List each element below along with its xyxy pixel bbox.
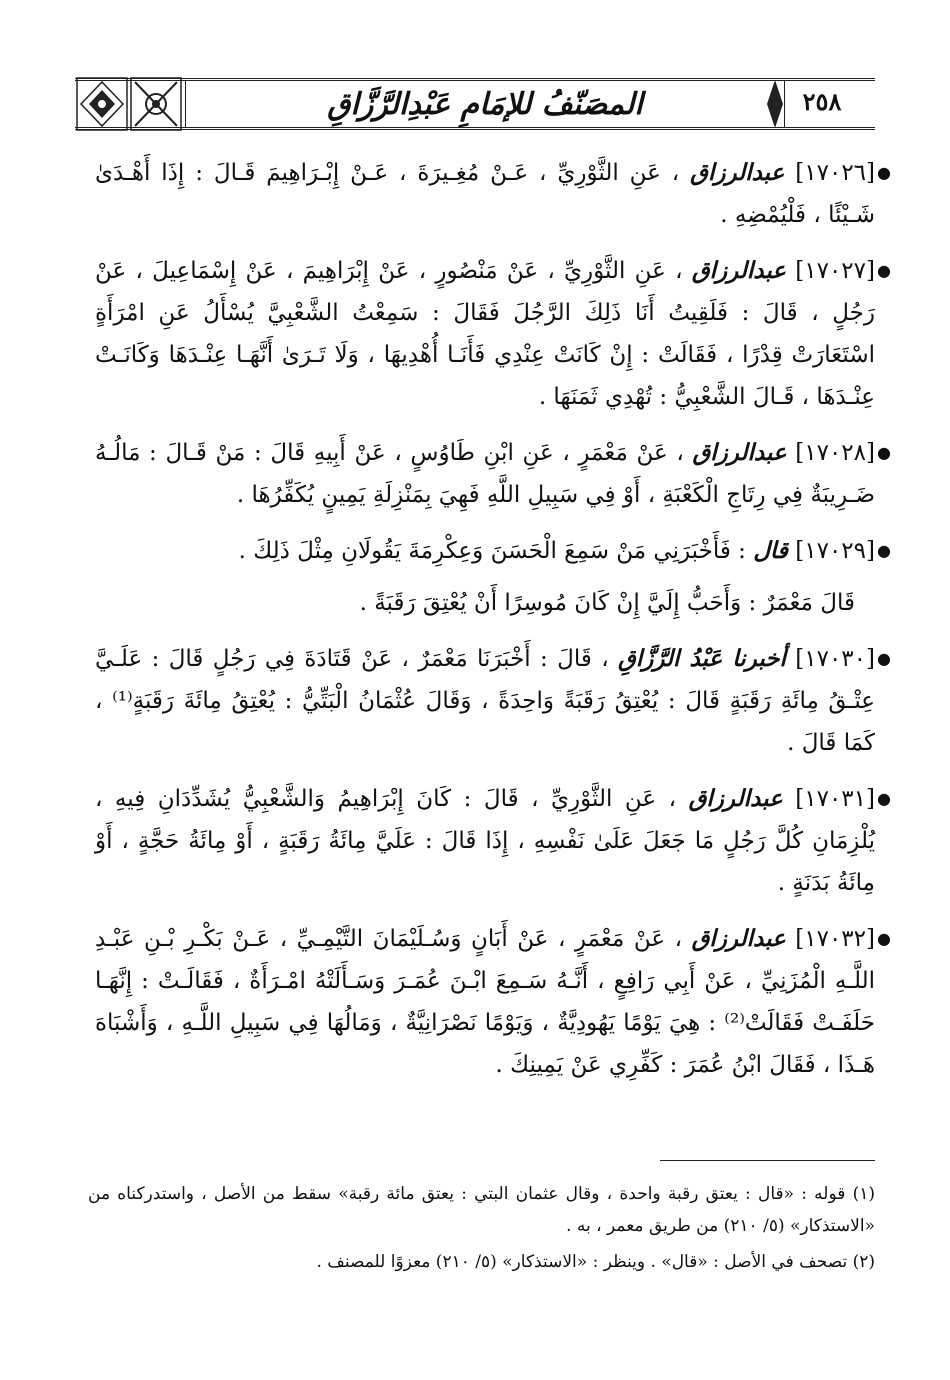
page-number: ٢٥٨ bbox=[802, 87, 842, 116]
entry-number: [١٧٠٢٦] bbox=[795, 160, 876, 186]
bullet-icon: ● bbox=[877, 163, 891, 182]
mamar-comment: قَالَ مَعْمَرٌ : وَأَحَبُّ إِلَيَّ إِنْ كَانَ مُوسِرًا أَنْ يُعْتِقَ رَقَبَةً . bbox=[359, 590, 855, 616]
bullet-icon: ● bbox=[877, 929, 891, 948]
footnote-separator bbox=[660, 1160, 875, 1161]
footnote-1: (١) قوله : «قال : يعتق رقبة واحدة ، وقال عثمان البتي : يعتق مائة رقبة» سقط من الأصل ، واستدركناه من «الاستذكار» (٥/ ٢١٠) من طريق معمر ، به . bbox=[88, 1184, 875, 1236]
entry-number: [١٧٠٣٠] bbox=[795, 646, 875, 672]
bullet-icon: ● bbox=[877, 541, 891, 560]
header-title-panel bbox=[185, 80, 785, 128]
entry-number: [١٧٠٢٨] bbox=[795, 440, 876, 466]
bullet-icon: ● bbox=[877, 443, 891, 462]
hadith-entry bbox=[95, 918, 891, 1086]
entry-source: قال bbox=[753, 537, 788, 564]
hadith-entry bbox=[95, 432, 891, 516]
entry-source: عبدالرزاق bbox=[691, 925, 786, 952]
running-header bbox=[75, 74, 875, 134]
hadith-entry bbox=[95, 530, 891, 572]
bullet-icon: ● bbox=[877, 261, 891, 280]
entry-text: : فَأَخْبَرَنِي مَنْ سَمِعَ الْحَسَنَ وَعِكْرِمَةَ يَقُولَانِ مِثْلَ ذَلِكَ . bbox=[238, 538, 746, 564]
entry-text: ، عَنْ مَعْمَرٍ ، عَنِ ابْنِ طَاوُسٍ ، عَنْ أَبِيهِ قَالَ : مَنْ قَـالَ : مَالُـهُ ضَـرِيبَةٌ فِي رِتَاجِ الْكَعْبَةِ ، أَوْ فِي سَبِيلِ اللَّهِ فَهِيَ بِمَنْزِلَةِ يَمِينٍ يُكَفِّرُهَا . bbox=[95, 440, 875, 508]
main-text bbox=[95, 152, 891, 1100]
hadith-entry bbox=[95, 250, 891, 418]
entry-source: عبدالرزاق bbox=[688, 785, 783, 812]
ornament-divider-icon bbox=[765, 74, 785, 134]
bullet-icon: ● bbox=[877, 789, 891, 808]
bullet-icon: ● bbox=[877, 649, 891, 668]
entry-text: ، عَنِ الثَّوْرِيِّ ، قَالَ : كَانَ إِبْرَاهِيمُ وَالشَّعْبِيُّ يُشَدِّدَانِ فِيهِ ، يُلْزِمَانِ كُلَّ رَجُلٍ مَا جَعَلَ عَلَىٰ نَفْسِهِ ، إِذَا قَالَ : عَلَيَّ مِائَةُ رَقَبَةٍ ، أَوْ مِائَةُ حَجَّةٍ ، أَوْ مِائَةُ بَدَنَةٍ . bbox=[95, 786, 875, 896]
footnotes bbox=[88, 1178, 875, 1278]
hadith-entry bbox=[95, 152, 891, 236]
entry-number: [١٧٠٢٧] bbox=[795, 258, 875, 284]
ornament-left2-icon bbox=[129, 74, 183, 134]
entry-source: عبدالرزاق bbox=[692, 439, 787, 466]
entry-number: [١٧٠٢٩] bbox=[795, 538, 875, 564]
entry-source: أخبرنا عَبْدُ الرَّزَّاقِ bbox=[617, 645, 786, 672]
entry-text: ، عَنْ مَعْمَرٍ ، عَنْ أَبَانٍ وَسُـلَيْمَانَ التَّيْمِـيِّ ، عَـنْ بَكْـرِ بْـنِ عَبْـدِ اللَّـهِ الْمُزَنِيِّ ، عَنْ أَبِي رَافِعٍ ، أَنَّـهُ سَـمِعَ ابْـنَ عُمَـرَ وَسَـأَلَتْهُ امْـرَأَةٌ ، فَقَالَـتْ : إِنَّهَـا حَلَفَـتْ فَقَالَتْ⁽²⁾ : هِيَ يَوْمًا يَهُودِيَّةٌ ، وَيَوْمًا نَصْرَانِيَّةٌ ، وَمَالُهَا فِي سَبِيلِ اللَّـهِ ، وَأَشْبَاهَ هَـذَا ، فَقَالَ ابْنُ عُمَرَ : كَفِّرِي عَنْ يَمِينِكَ . bbox=[95, 926, 876, 1078]
entry-text: ، قَالَ : أَخْبَرَنَا مَعْمَرٌ ، عَنْ قَتَادَةَ فِي رَجُلٍ قَالَ : عَلَـيَّ عِتْـقُ مِائَةِ رَقَبَةٍ قَالَ : يُعْتِقُ رَقَبَةً وَاحِدَةً ، وَقَالَ عُثْمَانُ الْبَتِّيُّ : يُعْتِقُ مِائَةَ رَقَبَةٍ⁽¹⁾ ، كَمَا قَالَ . bbox=[95, 646, 875, 756]
header-title: المصَنّفُ للإمَامِ عَبْدِالرَّزَّاقِ bbox=[327, 86, 643, 122]
entry-source: عبدالرزاق bbox=[690, 159, 785, 186]
entry-text: ، عَنِ الثَّوْرِيِّ ، عَنْ مَنْصُورٍ ، عَنْ إِبْرَاهِيمَ ، عَنْ إِسْمَاعِيلَ ، عَنْ رَجُلٍ ، قَالَ : فَلَقِيتُ أَنَا ذَلِكَ الرَّجُلَ فَقَالَ : سَمِعْتُ الشَّعْبِيَّ يُسْأَلُ عَنِ امْرَأَةٍ اسْتَعَارَتْ قِدْرًا ، فَقَالَتْ : إِنْ كَانَتْ عِنْدِي فَأَنَـا أُهْدِيهَا ، وَلَا تَـرَىٰ أَنَّهَـا عِنْـدَهَا وَكَانَـتْ عِنْـدَهَا ، قَـالَ الشَّعْبِيُّ : تُهْدِي ثَمَنَهَا . bbox=[95, 258, 875, 410]
entry-text: ، عَنِ الثَّوْرِيِّ ، عَـنْ مُغِـيرَةَ ، عَـنْ إِبْـرَاهِيمَ قَـالَ : إِذَا أَهْـدَىٰ شَـيْئًا ، فَلْيُمْضِهِ . bbox=[95, 160, 875, 228]
footnote-2: (٢) تصحف في الأصل : «قال» . وينظر : «الاستذكار» (٥/ ٢١٠) معزوًا للمصنف . bbox=[316, 1252, 875, 1272]
ornament-left-icon bbox=[75, 74, 129, 134]
entry-source: عبدالرزاق bbox=[691, 257, 786, 284]
entry-number: [١٧٠٣١] bbox=[795, 786, 875, 812]
entry-number: [١٧٠٣٢] bbox=[795, 926, 876, 952]
hadith-entry bbox=[95, 778, 891, 904]
hadith-entry bbox=[95, 638, 891, 764]
